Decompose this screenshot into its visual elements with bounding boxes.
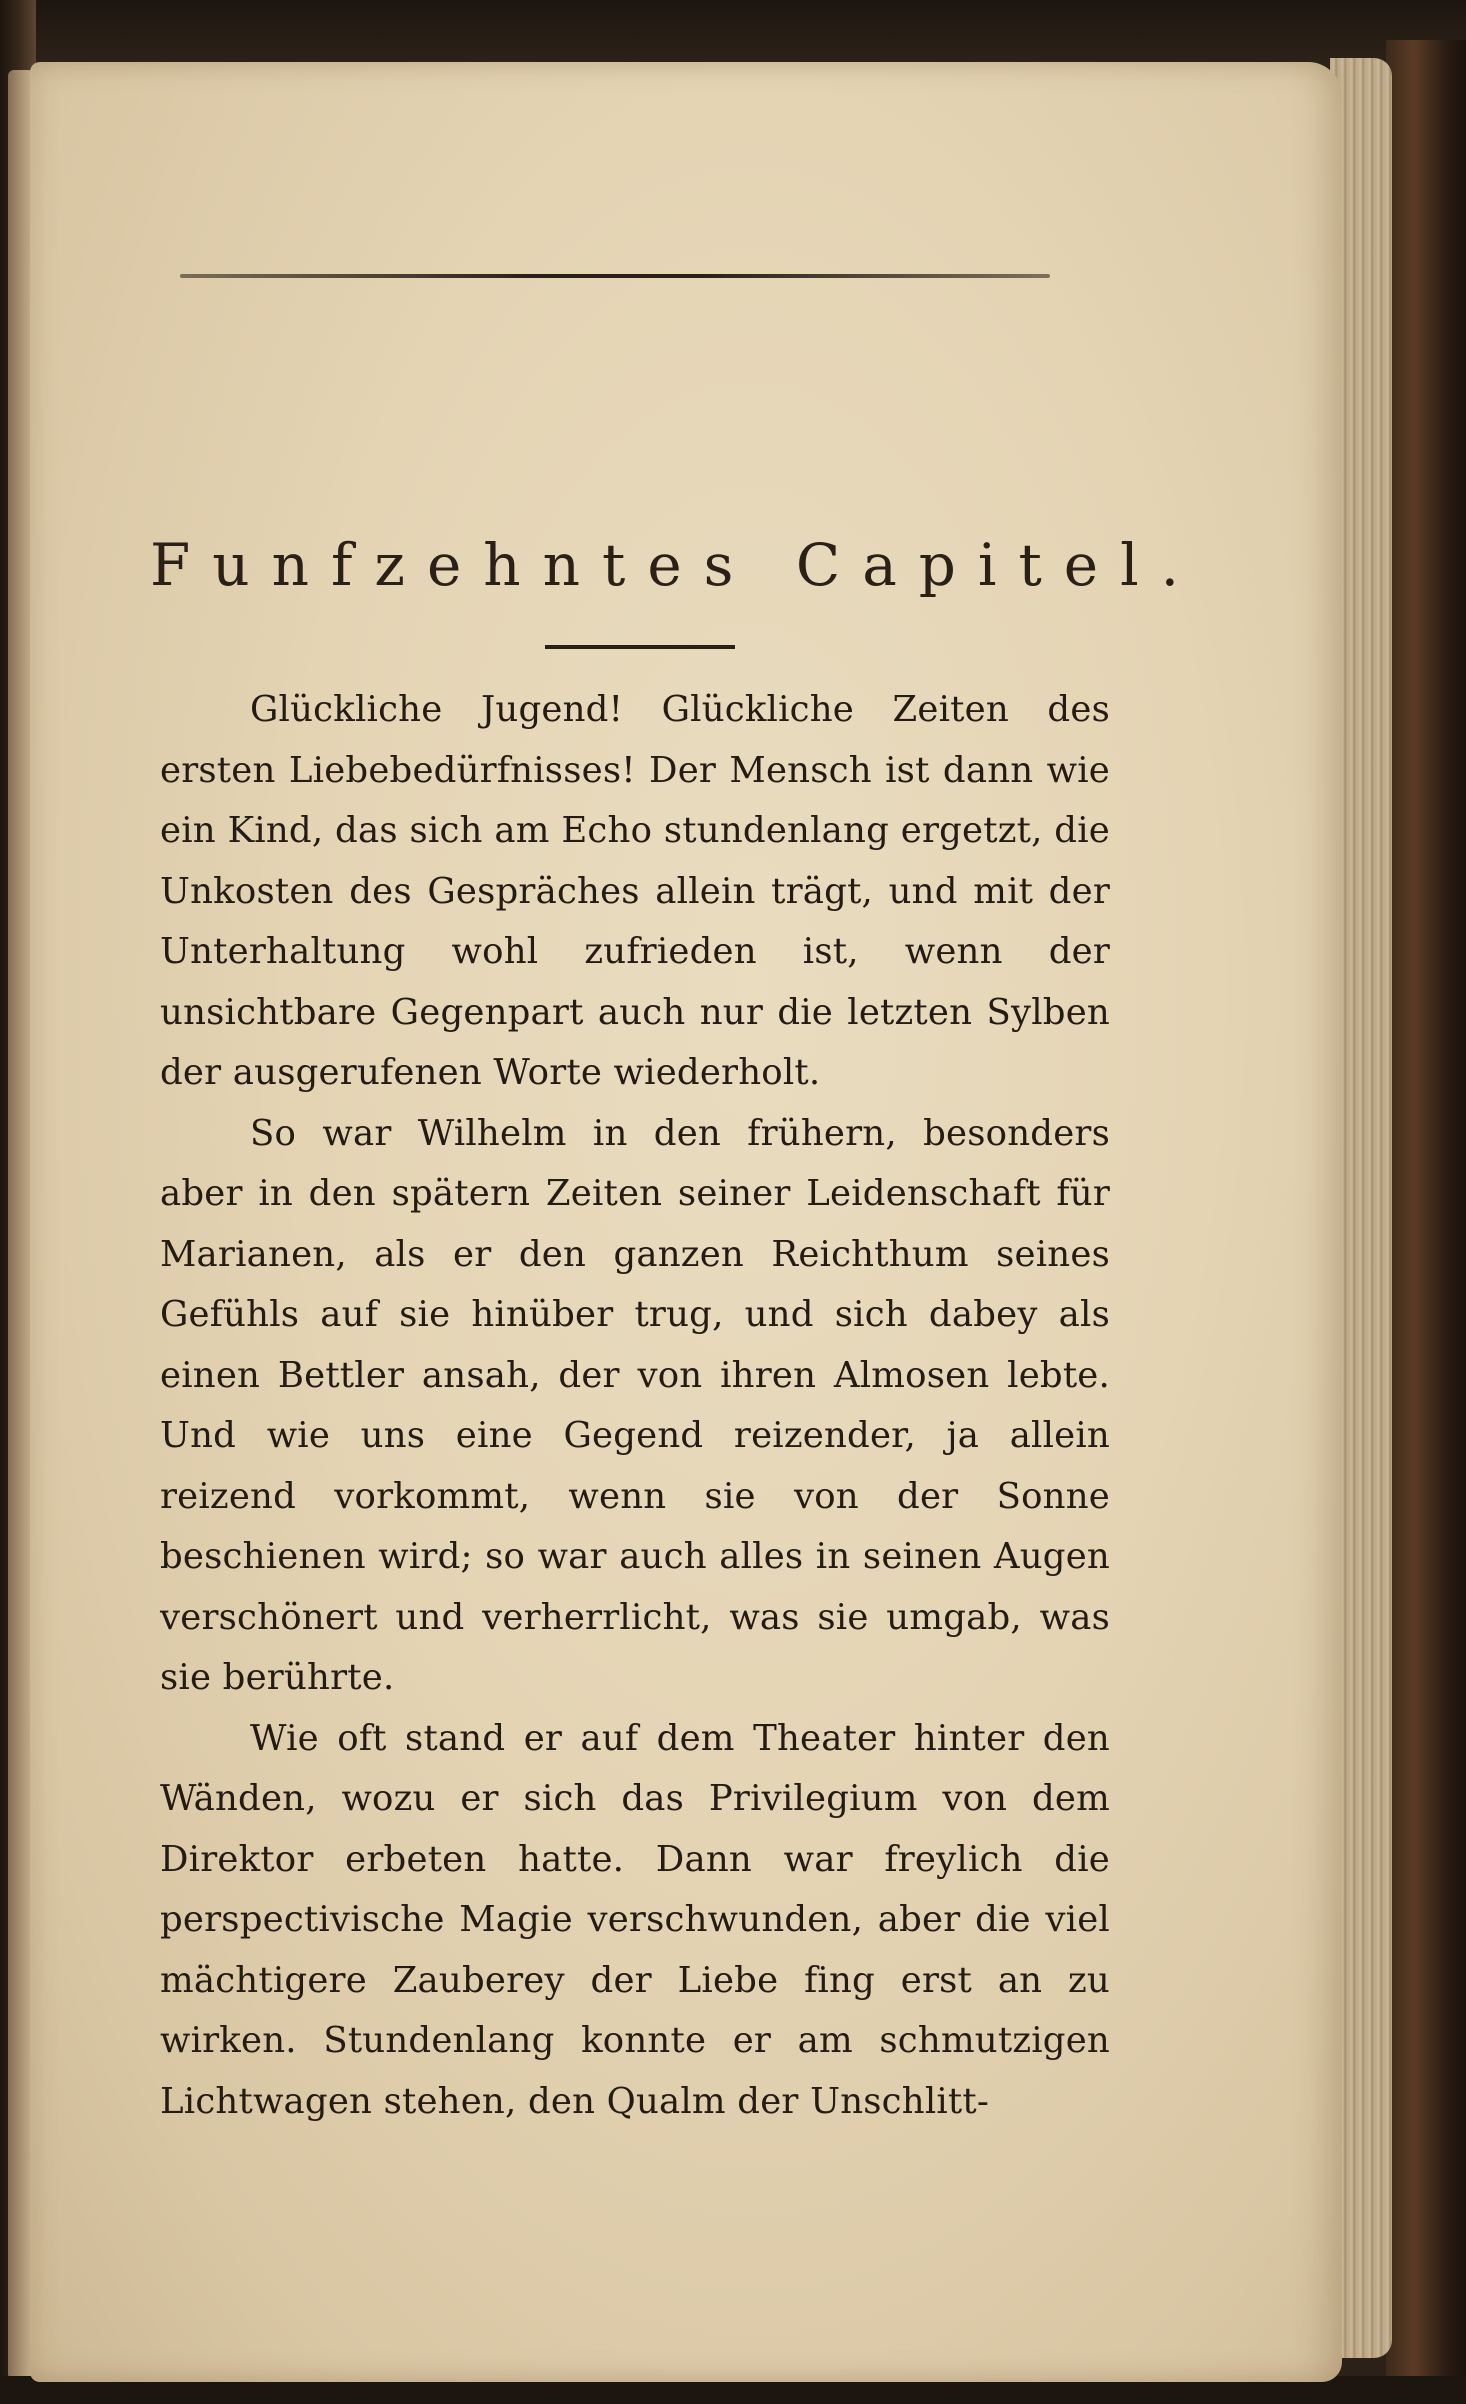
chapter-title: Funfzehntes Capitel.: [150, 531, 1202, 599]
paragraph-1: Glückliche Jugend! Glückliche Zeiten des ersten Liebebedürfnisses! Der Mensch ist dann wie ein Kind, das sich am Echo stundenlang ergetzt, die Unkosten des Gespräches allein trägt, und mit der Unterhaltung wohl zufrieden ist, wenn der unsichtbare Gegenpart auch nur die letzten Sylben der ausgerufenen Worte wiederholt.: [160, 689, 1110, 1093]
paragraph-2: So war Wilhelm in den frühern, besonders aber in den spätern Zeiten seiner Leidenschaft für Marianen, als er den ganzen Reichthum seines Gefühls auf sie hinüber trug, und sich dabey als einen Bettler ansah, der von ihren Almosen lebte. Und wie uns eine Gegend reizender, ja allein reizend vorkommt, wenn sie von der Sonne beschienen wird; so war auch alles in seinen Augen verschönert und verherrlicht, was sie umgab, was sie berührte.: [160, 1112, 1110, 1698]
body-text: [160, 680, 1110, 2132]
scan-background-top: [0, 0, 1466, 66]
paragraph-3: Wie oft stand er auf dem Theater hinter den Wänden, wozu er sich das Privilegium von dem Direktor erbeten hatte. Dann war freylich die perspectivische Magie verschwunden, aber die viel mächtigere Zauberey der Liebe fing erst an zu wirken. Stundenlang konnte er am schmutzigen Lichtwagen stehen, den Qualm der Unschlitt-: [160, 1717, 1110, 2122]
title-rule: [545, 645, 735, 649]
book-cover-edge: [1386, 40, 1466, 2404]
header-rule: [180, 274, 1050, 278]
